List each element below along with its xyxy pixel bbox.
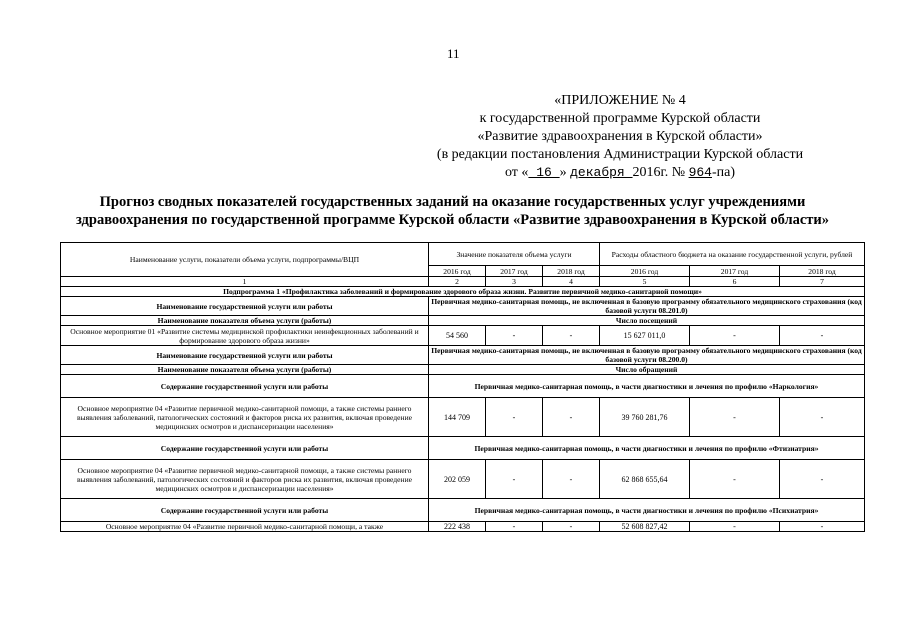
volume-2018: - (543, 522, 600, 532)
appendix-date (420, 164, 820, 182)
date-month: декабря (570, 165, 633, 180)
column-number: 1 (61, 277, 429, 287)
expense-2018: - (780, 398, 865, 437)
header-year: 2018 год (543, 266, 600, 277)
service-content-value: Первичная медико-санитарная помощь, в части диагностики и лечения по профилю «Фтизиатрия» (429, 437, 865, 460)
column-number: 5 (600, 277, 690, 287)
appendix-program: к государственной программе Курской области (479, 111, 761, 126)
header-year: 2017 год (486, 266, 543, 277)
date-mid: » (559, 165, 571, 180)
volume-2016: 202 059 (429, 460, 486, 499)
appendix-program-name: «Развитие здравоохранения в Курской области» (477, 129, 763, 144)
service-name-value: Первичная медико-санитарная помощь, не включенная в базовую программу обязательного медицинского страхования (код базовой услуги 08.201.0) (429, 297, 865, 316)
column-number: 3 (486, 277, 543, 287)
service-name-label: Наименование государственной услуги или работы (61, 297, 429, 316)
service-content-value: Первичная медико-санитарная помощь, в части диагностики и лечения по профилю «Наркология» (429, 375, 865, 398)
expense-2018: - (780, 460, 865, 499)
column-number: 7 (780, 277, 865, 287)
expense-2016: 15 627 011,0 (600, 326, 690, 346)
page-number: 11 (447, 46, 460, 61)
header-name-column: Наименование услуги, показатели объема услуги, подпрограммы/ВЦП (61, 243, 429, 277)
activity-label: Основное мероприятие 01 «Развитие системы медицинской профилактики неинфекционных заболеваний и формирование здорового образа жизни» (61, 326, 429, 346)
service-content-value: Первичная медико-санитарная помощь, в части диагностики и лечения по профилю «Психиатрия» (429, 499, 865, 522)
header-year: 2016 год (429, 266, 486, 277)
activity-label: Основное мероприятие 04 «Развитие первичной медико-санитарной помощи, а также системы раннего выявления заболеваний, патологических состояний и факторов риска их развития, включая проведение медицинских осмотров и диспансеризации населения» (61, 398, 429, 437)
volume-2016: 144 709 (429, 398, 486, 437)
service-content-label: Содержание государственной услуги или работы (61, 499, 429, 522)
date-suffix: -па) (711, 165, 736, 180)
date-year-no: 2016г. № (632, 165, 689, 180)
indicator-name-value: Число обращений (429, 365, 865, 375)
service-content-label: Содержание государственной услуги или работы (61, 375, 429, 398)
expense-2017: - (690, 326, 780, 346)
date-prefix: от « (504, 165, 529, 180)
column-number: 6 (690, 277, 780, 287)
header-budget-group: Расходы областного бюджета на оказание государственной услуги, рублей (600, 243, 865, 266)
activity-label: Основное мероприятие 04 «Развитие первичной медико-санитарной помощи, а также системы раннего выявления заболеваний, патологических состояний и факторов риска их развития, включая проведение медицинских осмотров и диспансеризации населения» (61, 460, 429, 499)
date-number: 964 (688, 165, 712, 180)
volume-2017: - (486, 460, 543, 499)
subprogram-row: Подпрограмма 1 «Профилактика заболеваний и формирование здорового образа жизни. Развитие первичной медико-санитарной помощи» (61, 287, 865, 297)
indicator-name-label: Наименование показателя объема услуги (работы) (61, 365, 429, 375)
appendix-title: «ПРИЛОЖЕНИЕ № 4 (554, 93, 686, 108)
service-content-label: Содержание государственной услуги или работы (61, 437, 429, 460)
volume-2017: - (486, 522, 543, 532)
column-number: 4 (543, 277, 600, 287)
volume-2017: - (486, 326, 543, 346)
appendix-header (420, 92, 820, 182)
document-title (40, 193, 865, 229)
header-year: 2016 год (600, 266, 690, 277)
expense-2016: 52 608 827,42 (600, 522, 690, 532)
volume-2017: - (486, 398, 543, 437)
volume-2018: - (543, 326, 600, 346)
expense-2016: 62 868 655,64 (600, 460, 690, 499)
header-volume-group: Значение показателя объема услуги (429, 243, 600, 266)
activity-label: Основное мероприятие 04 «Развитие первичной медико-санитарной помощи, а также (61, 522, 429, 532)
volume-2018: - (543, 398, 600, 437)
header-year: 2017 год (690, 266, 780, 277)
indicator-name-label: Наименование показателя объема услуги (работы) (61, 316, 429, 326)
date-day: 16 (528, 165, 560, 180)
service-name-label: Наименование государственной услуги или работы (61, 346, 429, 365)
expense-2017: - (690, 522, 780, 532)
document-title-line-2: здравоохранения по государственной программе Курской области «Развитие здравоохранения в Курской области» (75, 212, 830, 228)
volume-2016: 222 438 (429, 522, 486, 532)
document-title-line-1: Прогноз сводных показателей государственных заданий на оказание государственных услуг учреждениями (99, 194, 806, 210)
expense-2018: - (780, 522, 865, 532)
header-year: 2018 год (780, 266, 865, 277)
volume-2018: - (543, 460, 600, 499)
volume-2016: 54 560 (429, 326, 486, 346)
expense-2017: - (690, 398, 780, 437)
expense-2016: 39 760 281,76 (600, 398, 690, 437)
expense-2017: - (690, 460, 780, 499)
service-name-value: Первичная медико-санитарная помощь, не включенная в базовую программу обязательного медицинского страхования (код базовой услуги 08.200.0) (429, 346, 865, 365)
expense-2018: - (780, 326, 865, 346)
forecast-table (60, 242, 865, 532)
indicator-name-value: Число посещений (429, 316, 865, 326)
column-number: 2 (429, 277, 486, 287)
appendix-edition: (в редакции постановления Администрации Курской области (436, 147, 804, 162)
